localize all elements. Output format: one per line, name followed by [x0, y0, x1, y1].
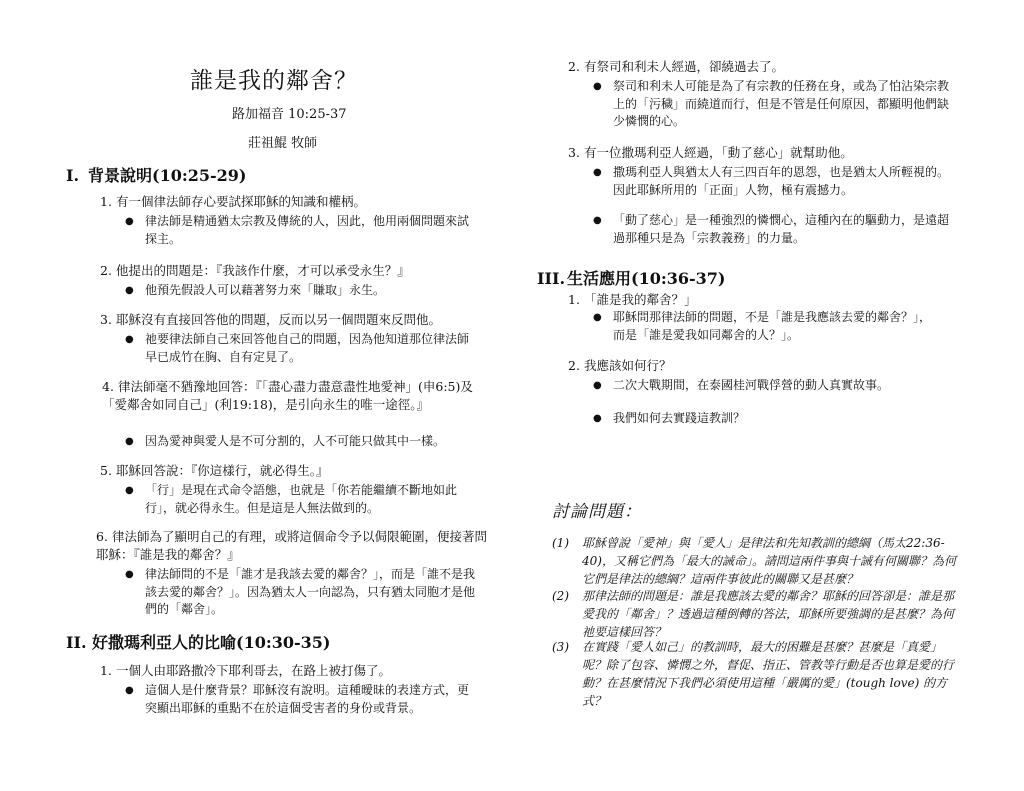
bullet-text: 這個人是什麼背景？耶穌沒有說明。這種曖昧的表達方式，更突顯出耶穌的重點不在於這個受害者的身份或背景。: [145, 683, 470, 715]
question-text: 在實踐「愛人如己」的教訓時，最大的困難是甚麼？甚麼是「真愛」呢？除了包容、憐憫之外，督促、指正、管教等行動是否也算是愛的行動？在甚麼情況下我們必須使用這種「嚴厲的愛」(tough love) 的方式？: [582, 640, 955, 708]
bullet-icon: ●: [593, 81, 602, 92]
bullet-icon: ●: [125, 285, 134, 296]
item-text: 他提出的問題是：『我該作什麼，才可以承受永生？』: [116, 263, 410, 278]
bullet-icon: ●: [593, 380, 602, 391]
bullet-icon: ●: [593, 312, 602, 323]
list-item: [100, 262, 490, 280]
bullet-item: [125, 282, 480, 300]
bullet-item: [593, 78, 958, 131]
item-number: 4.: [102, 379, 114, 394]
list-item: [96, 528, 488, 564]
bullet-icon: ●: [125, 485, 134, 496]
scripture-reference: 路加福音 10:25-37: [232, 107, 347, 122]
item-text: 律法師為了顯明自己的有理，或將這個命令予以侷限範圍，便接著問耶穌：『誰是我的鄰舍？』: [96, 529, 488, 562]
bullet-item: [125, 682, 480, 717]
bullet-text: 他預先假設人可以藉著努力來「賺取」永生。: [145, 283, 386, 297]
section-title: 背景說明(10:25-29): [88, 166, 247, 185]
item-text: 耶穌沒有直接回答他的問題，反而以另一個問題來反問他。: [116, 312, 442, 327]
bullet-text: 「動了慈心」是一種強烈的憐憫心，這種內在的驅動力，是遠超過那種只是為「宗教義務」的力量。: [613, 213, 950, 245]
item-number: 6.: [96, 529, 108, 544]
item-number: 2.: [568, 59, 580, 74]
bullet-item: [593, 309, 938, 344]
list-item: [100, 311, 490, 329]
bullet-icon: ●: [593, 413, 602, 424]
question-number: (3): [552, 640, 569, 654]
section-heading: [66, 630, 331, 653]
list-item: [568, 58, 958, 76]
section-number: II.: [66, 633, 87, 652]
bullet-text: 律法師是精通猶太宗教及傳統的人，因此，他用兩個問題來試探主。: [145, 214, 470, 246]
question-text: 那律法師的問題是：誰是我應該去愛的鄰舍？耶穌的回答卻是：誰是那愛我的「鄰舍」？透過這種倒轉的答法，耶穌所要強調的是甚麼？為何祂要這樣回答？: [582, 589, 955, 639]
item-number: 3.: [568, 145, 580, 160]
bullet-text: 祭司和利未人可能是為了有宗教的任務在身，或為了怕沾染宗教上的「污穢」而繞道而行，但是不管是任何原因，都顯明他們缺少憐憫的心。: [613, 79, 950, 128]
section-heading: [537, 266, 726, 289]
bullet-icon: ●: [125, 685, 134, 696]
item-text: 有祭司和利未人經過，卻繞過去了。: [584, 59, 785, 74]
bullet-item: [125, 213, 480, 248]
bullet-text: 「行」是現在式命令語態，也就是「你若能繼續不斷地如此行」，就必得永生。但是這是人無法做到的。: [145, 483, 458, 515]
item-number: 1.: [100, 194, 112, 209]
item-number: 2.: [100, 263, 112, 278]
question-number: (2): [552, 589, 569, 603]
bullet-item: [593, 212, 958, 247]
bullet-text: 祂要律法師自己來回答他自己的問題，因為他知道那位律法師早已成竹在胸、自有定見了。: [145, 332, 470, 364]
section-title: 生活應用(10:36-37): [567, 269, 726, 288]
bullet-text: 我們如何去實踐這教訓？: [613, 411, 746, 425]
item-text: 我應該如何行？: [584, 358, 672, 373]
item-number: 3.: [100, 312, 112, 327]
section-number: I.: [66, 166, 80, 185]
item-text: 律法師毫不猶豫地回答：『「盡心盡力盡意盡性地愛神」(申6:5)及「愛鄰舍如同自己」(利19:18)，是引向永生的唯一途徑。』: [102, 379, 473, 412]
bullet-text: 因為愛神與愛人是不可分割的，人不可能只做其中一樣。: [145, 434, 446, 448]
discussion-question: [552, 638, 962, 710]
bullet-icon: ●: [125, 436, 134, 447]
list-item: [102, 378, 490, 414]
bullet-item: [593, 410, 958, 428]
section-heading: [66, 163, 247, 186]
question-number: (1): [552, 536, 569, 550]
item-number: 5.: [100, 463, 112, 478]
item-number: 2.: [568, 358, 580, 373]
bullet-icon: ●: [125, 569, 134, 580]
page-title: 誰是我的鄰舍？: [190, 68, 358, 94]
bullet-icon: ●: [593, 215, 602, 226]
bullet-item: [125, 433, 480, 451]
list-item: [100, 193, 490, 211]
bullet-item: [593, 164, 958, 199]
bullet-item: [125, 331, 480, 366]
bullet-item: [593, 377, 958, 395]
question-text: 耶穌曾說「愛神」與「愛人」是律法和先知教訓的總綱（馬太22:36-40)，又稱它們為「最大的誡命」。請問這兩件事與十誡有何關聯？為何它們是律法的總綱？這兩件事彼此的關聯又是甚麼？: [582, 536, 956, 586]
item-number: 1.: [100, 663, 112, 678]
item-text: 有一個律法師存心要試探耶穌的知識和權柄。: [116, 194, 367, 209]
bullet-text: 律法師問的不是「誰才是我該去愛的鄰舍？」，而是「誰不是我該去愛的鄰舍？」。因為猶太人一向認為，只有猶太同胞才是他們的「鄰舍」。: [145, 567, 476, 616]
list-item: [568, 144, 958, 162]
item-text: 有一位撒瑪利亞人經過，「動了慈心」就幫助他。: [584, 145, 853, 160]
bullet-icon: ●: [593, 167, 602, 178]
discussion-question: [552, 534, 962, 588]
bullet-text: 撒瑪利亞人與猶太人有三四百年的恩怨，也是猶太人所輕視的。因此耶穌所用的「正面」人物，極有震撼力。: [613, 165, 950, 197]
bullet-item: [125, 566, 480, 619]
item-text: 一個人由耶路撒冷下耶利哥去，在路上被打傷了。: [116, 663, 392, 678]
bullet-icon: ●: [125, 334, 134, 345]
section-number: III.: [537, 269, 566, 288]
item-number: 1.: [568, 292, 580, 307]
bullet-item: [125, 482, 480, 517]
discussion-title: 討論問題：: [552, 502, 642, 522]
item-text: 「誰是我的鄰舍？」: [584, 292, 697, 307]
bullet-text: 二次大戰期間，在泰國桂河戰俘營的動人真實故事。: [613, 378, 890, 392]
discussion-question: [552, 587, 962, 641]
list-item: [100, 662, 490, 680]
item-text: 耶穌回答說：『你這樣行，就必得生。』: [116, 463, 329, 478]
list-item: [568, 291, 958, 309]
list-item: [568, 357, 958, 375]
section-title: 好撒瑪利亞人的比喻(10:30-35): [92, 633, 331, 652]
bullet-icon: ●: [125, 216, 134, 227]
bullet-text: 耶穌問那律法師的問題，不是「誰是我應該去愛的鄰舍？」，而是「誰是愛我如同鄰舍的人？」。: [613, 310, 932, 342]
list-item: [100, 462, 490, 480]
author: 莊祖鯤 牧師: [248, 136, 318, 151]
